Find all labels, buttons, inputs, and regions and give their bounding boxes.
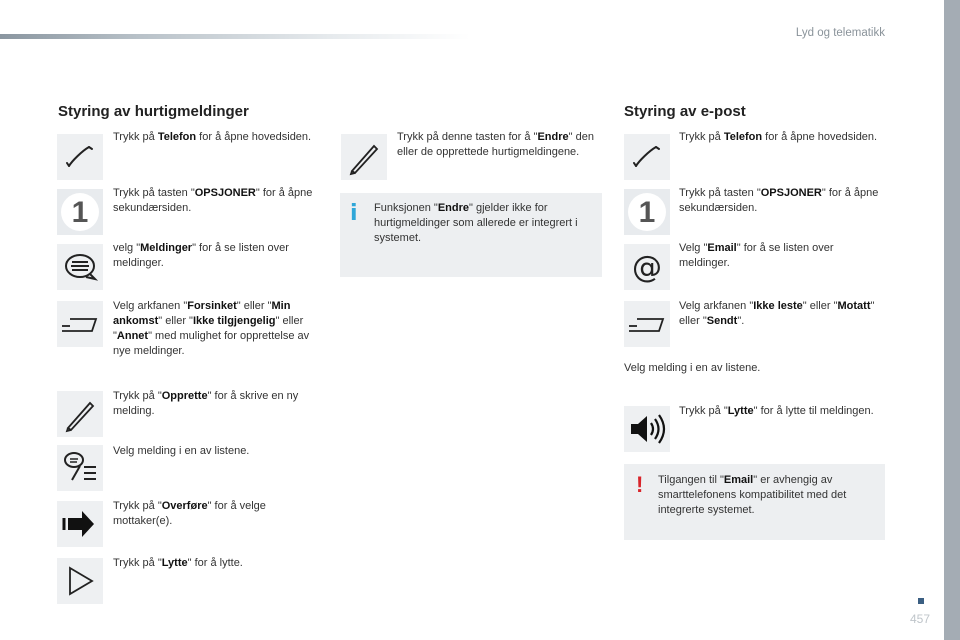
right-step-1: Trykk på Telefon for å åpne hovedsiden. (679, 131, 878, 143)
right-step-5: Trykk på "Lytte" for å lytte til meldingen. (679, 405, 874, 417)
step-number-badge (57, 189, 103, 235)
email-at-icon (624, 244, 670, 290)
tab-icon (57, 301, 103, 347)
info-text: Funksjonen "Endre" gjelder ikke for hurtigmeldinger som allerede er integrert i systemet. (374, 202, 578, 244)
badge-digit: 1 (71, 196, 89, 229)
phone-icon (57, 134, 103, 180)
left-step-2: Trykk på tasten "OPSJONER" for å åpne sekundærsiden. (113, 187, 313, 214)
chapter-tab (944, 0, 960, 640)
right-step-2: Trykk på tasten "OPSJONER" for å åpne sekundærsiden. (679, 187, 879, 214)
right-plain-step: Velg melding i en av listene. (624, 362, 761, 374)
tab-icon (624, 301, 670, 347)
edit-step: Trykk på denne tasten for å "Endre" den eller de opprettede hurtigmeldingene. (397, 131, 594, 158)
left-title: Styring av hurtigmeldinger (58, 103, 249, 120)
warning-icon: ! (636, 472, 644, 497)
left-step-5: Trykk på "Opprette" for å skrive en ny melding. (113, 390, 299, 417)
pencil-icon (57, 391, 103, 437)
left-step-7: Trykk på "Overføre" for å velge mottaker(e). (113, 500, 266, 527)
right-step-3: Velg "Email" for å se listen over meldinger. (679, 242, 834, 269)
left-step-3: velg "Meldinger" for å se listen over meldinger. (113, 242, 289, 269)
info-icon: i (350, 201, 358, 226)
phone-icon (624, 134, 670, 180)
right-title: Styring av e-post (624, 103, 746, 120)
forward-icon (57, 501, 103, 547)
page-number: 457 (909, 612, 930, 626)
left-step-6: Velg melding i en av listene. (113, 445, 250, 457)
warning-text: Tilgangen til "Email" er avhengig av smarttelefonens kompatibilitet med det integrerte systemet. (658, 474, 847, 516)
left-step-8: Trykk på "Lytte" for å lytte. (113, 557, 243, 569)
edit-pencil-icon (341, 134, 387, 180)
play-icon (57, 558, 103, 604)
section-heading: Lyd og telematikk (795, 27, 885, 39)
speaker-icon (624, 406, 670, 452)
message-list-icon (57, 244, 103, 290)
badge-digit: 1 (638, 196, 656, 229)
page-marker (918, 598, 924, 604)
info-note (340, 193, 602, 277)
svg-text:@: @ (632, 250, 662, 285)
warning-note (624, 464, 885, 540)
step-number-badge (624, 189, 670, 235)
left-step-1: Trykk på Telefon for å åpne hovedsiden. (113, 131, 312, 143)
left-step-4: Velg arkfanen "Forsinket" eller "Min ankomst" eller "Ikke tilgjengelig" eller "Annet" med mulighet for opprettelse av nye meldinger. (113, 300, 310, 357)
right-step-4: Velg arkfanen "Ikke leste" eller "Motatt" eller "Sendt". (679, 300, 875, 327)
select-message-icon (57, 445, 103, 491)
header-bar (0, 34, 470, 39)
